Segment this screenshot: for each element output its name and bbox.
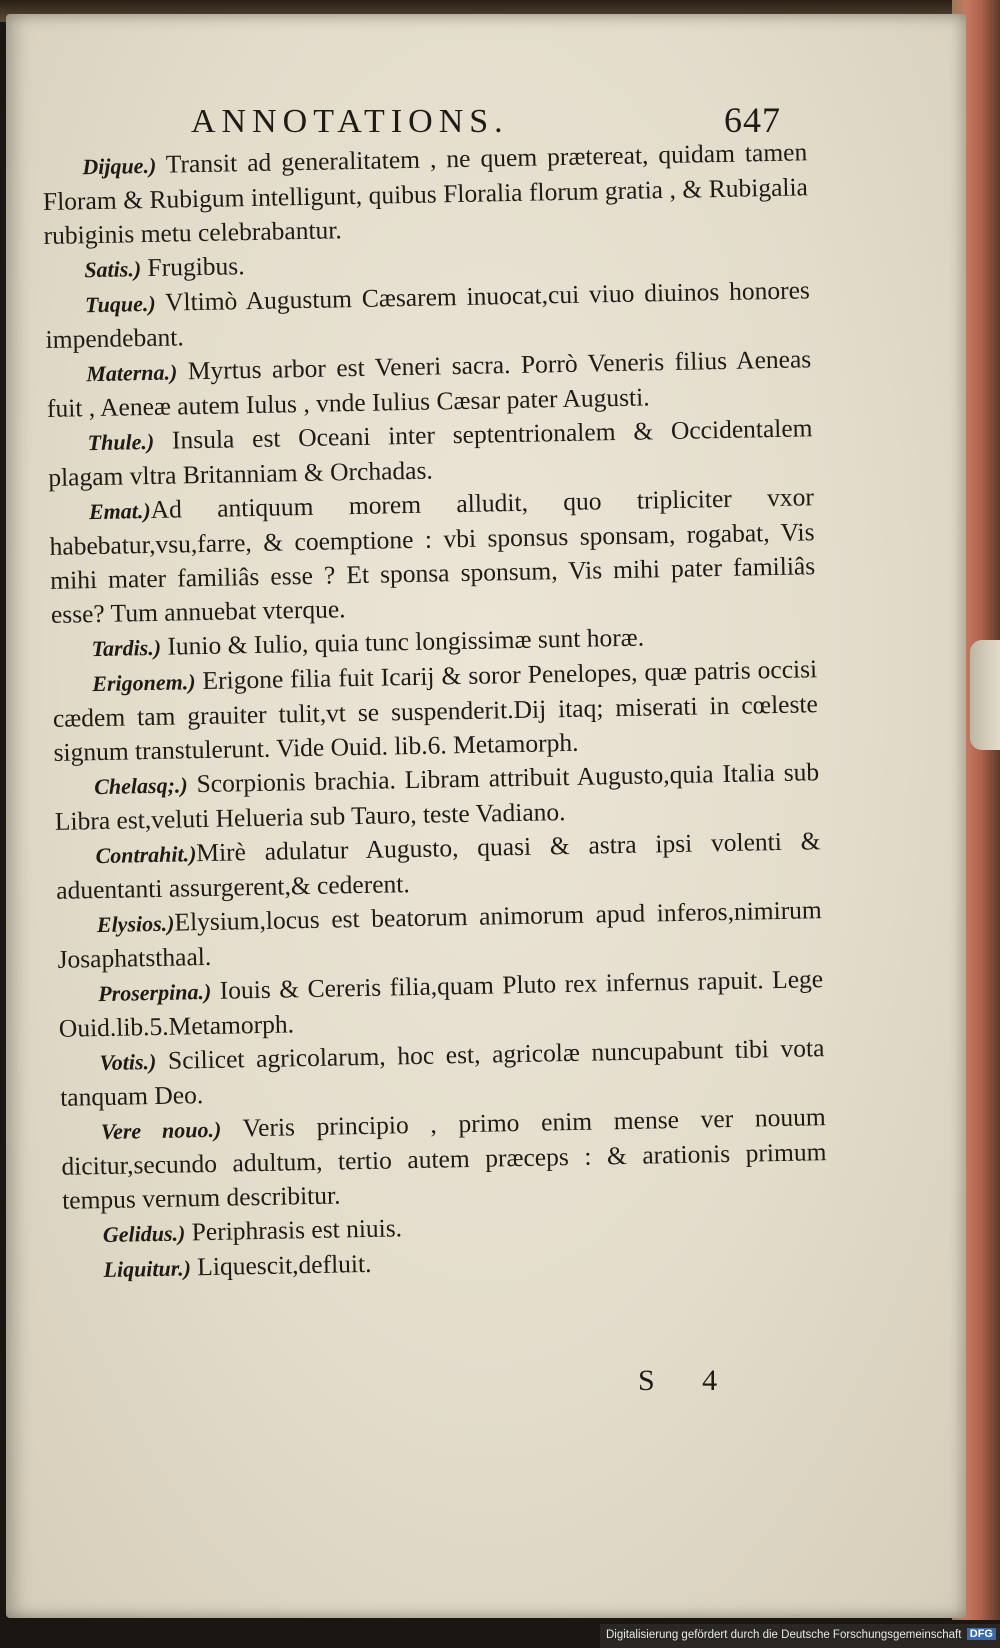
gloss: Scilicet agricolarum, hoc est, agricolæ nuncupabunt tibi vota tanquam Deo. bbox=[59, 1033, 825, 1112]
lemma: Liquitur.) bbox=[103, 1255, 192, 1283]
gloss: Iunio & Iulio, quia tunc longissimæ sunt horæ. bbox=[160, 622, 645, 661]
annotation-entry bbox=[61, 1100, 828, 1218]
gloss: Frugibus. bbox=[140, 251, 245, 283]
lemma: Tuque.) bbox=[84, 290, 156, 318]
gloss: Elysium,locus est beatorum animorum apud inferos,nimirum Josaphatsthaal. bbox=[57, 895, 823, 974]
page-tab bbox=[970, 640, 1000, 750]
gloss: Scorpionis brachia. Libram attribuit Augusto,quia Italia sub Libra est,veluti Helueria sub Tauro, teste Vadiano. bbox=[54, 757, 820, 836]
lemma: Gelidus.) bbox=[102, 1220, 186, 1248]
lemma: Tardis.) bbox=[91, 634, 162, 662]
gloss: Erigone filia fuit Icarij & soror Penelopes, quæ patris occisi cædem tam grauiter tulit,vt se suspenderit.Dij itaq; miserati in cœleste signum transtulerunt. Vide Ouid. lib.6. Metamorph. bbox=[52, 654, 819, 767]
dfg-logo: DFG bbox=[967, 1628, 996, 1640]
page-number: 647 bbox=[724, 100, 781, 140]
gloss: Iouis & Cereris filia,quam Pluto rex infernus rapuit. Lege Ouid.lib.5.Metamorph. bbox=[58, 964, 824, 1043]
lemma: Votis.) bbox=[99, 1048, 157, 1076]
lemma: Dijque.) bbox=[82, 152, 157, 180]
annotation-entry bbox=[52, 652, 819, 770]
gloss: Periphrasis est niuis. bbox=[185, 1213, 403, 1247]
annotations-text bbox=[42, 135, 829, 1287]
lemma: Chelasq;.) bbox=[93, 772, 188, 800]
lemma: Erigonem.) bbox=[92, 669, 196, 697]
gloss: Insula est Oceani inter septentrionalem & Occidentalem plagam vltra Britanniam & Orchadas. bbox=[48, 413, 813, 492]
signature-mark: S 4 bbox=[638, 1364, 738, 1397]
lemma: Emat.) bbox=[88, 497, 151, 525]
lemma: Satis.) bbox=[84, 256, 142, 283]
gloss: Liquescit,defluit. bbox=[190, 1248, 372, 1282]
credit-text: Digitalisierung gefördert durch die Deutsche Forschungsgemeinschaft bbox=[606, 1629, 962, 1641]
digitization-credit bbox=[600, 1624, 1000, 1648]
gloss: Veris principio , primo enim mense ver nouum dicitur,secundo adultum, tertio autem præceps : & arationis primum tempus vernum describitur. bbox=[61, 1102, 827, 1215]
lemma: Vere nouo.) bbox=[100, 1116, 222, 1145]
gloss: Vltimò Augustum Cæsarem inuocat,cui viuo diuinos honores impendebant. bbox=[45, 275, 811, 354]
lemma: Elysios.) bbox=[96, 910, 175, 938]
gloss: Mirè adulatur Augusto, quasi & astra ipsi volenti & aduentanti assurgerent,& cederent. bbox=[55, 826, 821, 905]
lemma: Contrahit.) bbox=[95, 841, 197, 869]
lemma: Materna.) bbox=[86, 359, 178, 387]
annotation-entry bbox=[49, 480, 816, 632]
lemma: Proserpina.) bbox=[97, 978, 212, 1007]
gloss: Transit ad generalitatem , ne quem prætereat, quidam tamen Floram & Rubigum intelligunt, quibus Floralia florum gratia , & Rubigalia rubiginis metu celebrabantur. bbox=[42, 137, 809, 250]
annotation-entry bbox=[42, 135, 809, 253]
lemma: Thule.) bbox=[87, 428, 155, 456]
gloss: Ad antiquum morem alludit, quo tripliciter vxor habebatur,vsu,farre, & coemptione : vbi sponsus sponsam, rogabat, Vis mihi mater familiâs esse ? Et sponsa sponsum, Vis mihi pater familiâs esse? Tum annuebat vterque. bbox=[49, 482, 816, 629]
book-page bbox=[6, 14, 966, 1618]
running-title: ANNOTATIONS. bbox=[191, 103, 509, 140]
gloss: Myrtus arbor est Veneri sacra. Porrò Veneris filius Aeneas fuit , Aeneæ autem Iulus , vnde Iulius Cæsar pater Augusti. bbox=[46, 344, 812, 423]
